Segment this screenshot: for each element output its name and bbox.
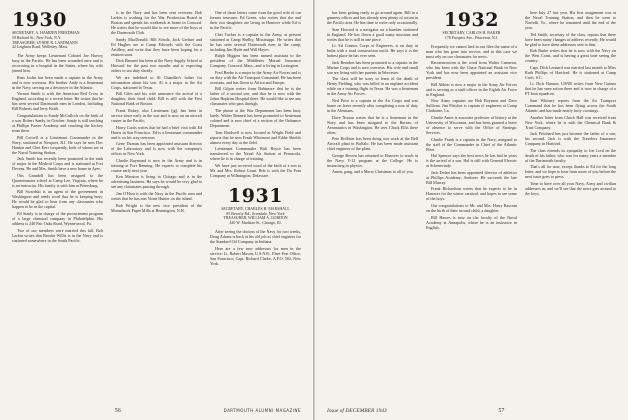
paragraph: After seeing the doctors of the Navy for two weeks, Doug Adams is back at his old job as chief engineer for the Standard Oil Company in Indiana. (210, 228, 301, 244)
paragraph: has been getting ready to go around again. Bill in a gunnery officer and has already seen plenty of action in the Pacific area. He has time to write only occasionally. (327, 10, 418, 25)
paragraph: Jack Smith has recently been promoted to the rank of major in the Medical Corps and is stationed at Fort Devens. He and Mrs. Smith have a new home in Ayer. (12, 156, 103, 172)
officer-line: 420 W. Madison St., Chicago, Ill. (229, 221, 282, 226)
paragraph: Bob Wright is the new vice president of the Monadnock Paper Mills at Bennington, N.H. (111, 202, 202, 213)
paragraph: Chet Tucker is a captain in the Army, at present stationed at Camp Shelby, Mississippi. He writes that he has seen several Dartmouth men in the camp, including Jim Hyde and Will Hayes. (210, 31, 301, 52)
paragraph: Our congratulations to Mr. and Mrs. Harry Bascom on the birth of their second child, a daughter. (426, 202, 517, 213)
paragraph: here July 27 last year. His first assignment was at the Naval Training Station, and then he went to Norfolk, Va., where he remained until the end of the year. (525, 10, 616, 30)
paragraph: Bill Giles and his wife announce the arrival of a daughter, their third child. Bill is still with the First National Bank of Boston. (111, 91, 202, 107)
paragraph: Frank Rokey, also Lieutenant (jg), has been in service since early in the war and is now on an aircraft carrier in the Pacific. (111, 107, 202, 123)
paragraph: Two of our members were married this fall. Bob Larkin writes that Brooke Willis is in the Navy and is stationed somewhere in the South Pacific. (12, 227, 103, 243)
officer-line: 42 Leighton Road, Wellesley, Mass. (12, 45, 69, 50)
right-page (314, 0, 628, 420)
paragraph: Charlie Frank is a captain in the Navy, assigned to the staff of the Commander in Chief of the Atlantic Fleet. (426, 136, 517, 152)
page-number: 57 (498, 408, 505, 414)
paragraph: Frequently we cannot find in our files the name of a man who has gone into service, and in this case we must rely on our classmates for news. (426, 43, 517, 59)
paragraph: Jim O'Hara is with the Navy in the Pacific area and writes that he has met Norm Hunter on the island. (111, 190, 202, 201)
paragraph: Sandy MacDonald, Bill Scholz, Jack Gerhart and Ed Hughes are at Camp Edwards with the Coast Artillery, and write that they have been hoping for a reunion soon. (111, 36, 202, 57)
officer-line: SECRETARY, A. HAMDEN FREEDMAN (12, 31, 80, 35)
officer-line: 59 Richard St., New York, N.Y. (12, 35, 62, 40)
column-text (210, 229, 301, 266)
paragraph: Fred Beebe is a major in the Army Air Forces and is on duty with the Air Transport Command. He has been overseas, and has flown to Africa and Europe. (210, 69, 301, 85)
paragraph: Bill Gilpin writes from Baltimore that he is the father of a second son, and that he is now with the Johns Hopkins Hospital there. He would like to see any classmates who pass through. (210, 86, 301, 107)
page-footer (327, 408, 616, 414)
paragraph: Frank Richardson writes that he expects to be in Hanover for the winter carnival, and hopes to see some of the boys. (426, 186, 517, 202)
column-text (210, 10, 301, 178)
paragraph: Hal Spencer says the best news he has had in years is the arrival of a son. Hal is still with General Electric at Schenectady. (426, 153, 517, 169)
column-text (12, 53, 103, 242)
paragraph: Bill Abbott is now a major in the Army Air Forces and is serving as a staff officer in the Eighth Air Force in England. (426, 81, 517, 97)
paragraph: Ken Marston is living in Chicago and is in the advertising business. He says he would be very glad to see any classmates passing through. (111, 174, 202, 190)
paragraph: Ralph Higgins has been named assistant to the president of the Middlesex Mutual Insurance Company, Concord, Mass., and is living in Lexington. (210, 53, 301, 69)
column-text (426, 44, 517, 230)
paragraph: Here are a few new addresses for men in the service: Lt. Robert Mason, U.S.N.R., Fleet Post Office, San Francisco; Capt. Richard Clarke, A.P.O. 502, New York. (210, 245, 301, 266)
paragraph: The class extends its sympathy to Joe Lord on the death of his father, who was for many years a member of the Dartmouth faculty. (525, 147, 616, 163)
paragraph: The phone at the War Department has been busy lately. Walter Bennett has been promoted to lieutenant colonel and is now chief of a section of the Ordnance Department. (210, 107, 301, 128)
paragraph: The class will be sorry to learn of the death of Henry Fielding, who was killed in an airplane accident while on a training flight in Texas. He was a lieutenant in the Army Air Forces. (327, 76, 418, 97)
paragraph: Tom Bardwell is now located at Wright Field and reports that he sees Frank Whitmore and Eddie Shields almost every day at the field. (210, 129, 301, 145)
paragraph: We have just received word of the birth of a son to Mr. and Mrs. Robert Grant. Bob is with the Du Pont Company at Wilmington, Delaware. (210, 162, 301, 178)
officer-line: TREASURER, WILLIAM A. GORDON (223, 216, 288, 221)
paragraph: Bill Hawes is now on the faculty of the Naval Academy at Annapolis, where he is an instructor in English. (426, 214, 517, 230)
paragraph: Vernon Smith is with the American Red Cross in England, according to a recent letter. He writes that he has seen several Dartmouth men in London, including Bill Roberts and Jerry Keith. (12, 91, 103, 112)
officer-line: SECRETARY, CARLOS H. BAKER (442, 31, 501, 35)
issue-date: Issue of DECEMBER 1943 (327, 408, 387, 414)
paragraph: Another letter from Chuck Hall was received from New York, where he is with the Chemical Bank & Trust Company. (525, 114, 616, 130)
paragraph: One of those letters came from the good wife of our former treasurer. Ed Green, who writes that she and their two daughters are living in Hanover while Ed is in the Pacific. (210, 10, 301, 30)
paragraph: Lt. Ed Connor, Corps of Engineers, is on duty in India with a road construction outfit. He says it is the hottest place he has ever seen. (327, 43, 418, 59)
paragraph: Time to have over all your Navy, Army and civilian addresses in, and we'll see that the news gets around to the boys. (525, 180, 616, 196)
paragraph: Russ Joslin has been made a captain in the Army and is now overseas. His brother Andy is a lieutenant in the Navy serving on a destroyer in the Atlantic. (12, 74, 103, 90)
class-year-heading: 1930 (12, 10, 67, 31)
paragraph: Dave Norton writes that he is a lieutenant in the Navy and has been assigned to the Bureau of Aeronautics in Washington. He sees Chuck Ellis there often. (327, 114, 418, 135)
column-text (111, 10, 202, 213)
paragraph: The Army keeps Lieutenant Colonel Joe Harvey busy in the Pacific. He has been wounded once and is recovering in a hospital in the States, where his wife joined him. (12, 53, 103, 74)
paragraph: Ned Price is a captain in the Air Corps and was home on leave recently after completing a tour of duty in the Aleutians. (327, 97, 418, 113)
paragraph: is in the Navy and has been sent overseas. Bob Larkin is working for the War Production Board in Boston and spends his weekends at home in Concord. He writes that he would like to see more of the boys at the Dartmouth Club. (111, 10, 202, 35)
paragraph: Reconstruction is the word from Walter Cameron, who has been with the Chase National Bank in New York and has now been appointed an assistant vice president. (426, 60, 517, 81)
paragraph: New Army captains are Bob Boynton and Dave Sullivan. Jim Fletcher is captain of engineers at Camp Claiborne, La. (426, 98, 517, 114)
column-5 (426, 10, 517, 405)
column-text (327, 10, 418, 168)
officer-line: TREASURER, LYNDE B. LANDMANN (12, 40, 78, 45)
paragraph: Jack Reardon has been promoted to a captain in the Marine Corps and is now overseas. His wife and small son are living with her parents in Worcester. (327, 59, 418, 75)
officer-line: 178 Prospect Ave., Princeton, N.J. (444, 35, 499, 40)
paragraph: That's all for now, except thanks to Ed for the long letter, and we hope to hear from more of you before the next issue goes to press. (525, 164, 616, 180)
column-2 (111, 10, 202, 405)
page-footer (12, 408, 301, 414)
class-year-heading: 1931 (228, 184, 283, 207)
paragraph: Ted Smith, secretary of the class, reports that there have been many changes of address recently. He would be glad to have these addresses sent to him. (525, 31, 616, 47)
paragraph: Charlie Ames is associate professor of history at the University of Wisconsin, and has been granted a leave of absence to serve with the Office of Strategic Services. (426, 114, 517, 135)
paragraph: Congratulations to Sandy McCulloch on the birth of a son, Robert Sandy, in October. Sandy is still teaching at Phillips Exeter Academy and coaching the hockey team there. (12, 112, 103, 133)
column-3 (210, 10, 301, 405)
class-officers (210, 207, 301, 226)
left-columns (12, 10, 301, 405)
page-number: 56 (114, 408, 121, 414)
paragraph: Jack Pritchard has just become the father of a son, his second. Jack is with the Travelers Insurance Company in Hartford. (525, 131, 616, 147)
paragraph: Jack Dolan has been appointed director of athletics at Phillips Academy, Andover. He succeeds the late Bill Murray. (426, 169, 517, 185)
paragraph: Ed Stanly is in charge of the procurement program of a large chemical company in Philadelphia. His address is 240 Fair Oaks Road, Wynnewood, Pa. (12, 210, 103, 226)
right-columns (327, 10, 616, 405)
paragraph: Sam Whitney reports from the Air Transport Command that he has been flying across the South Atlantic and has made nearly forty crossings. (525, 97, 616, 113)
closing-line: Amen, gang, and a Merry Christmas to all of you. (332, 169, 414, 175)
paragraph: Capt. Dick Leonard was married last month to Miss Ruth Phillips of Hartford. He is stationed at Camp Croft, S.C. (525, 64, 616, 80)
column-6 (525, 10, 616, 405)
class-officers (426, 31, 517, 41)
officer-line: SECRETARY, CHARLES H. MARSHALL (221, 206, 290, 211)
paragraph: Charlie Raymond is now in the Army and is in training at Fort Benning. He expects to complete his course early next year. (111, 157, 202, 173)
magazine-title: DARTMOUTH ALUMNI MAGAZINE (223, 408, 301, 413)
paragraph: Bob Burke writes that he is now with the Navy on the West Coast, and is having a great time seeing the country. (525, 48, 616, 64)
paragraph: We are indebted to Al Chandler's father for information about his son. Al is a major in the Air Corps, stationed in Texas. (111, 74, 202, 90)
paragraph: Harry Curtis writes that he had a brief visit with Ed Harris in San Francisco. Ed is a lieutenant commander and is on his way overseas. (111, 124, 202, 140)
class-officers (12, 31, 103, 50)
class-section-1931 (210, 186, 301, 226)
paragraph: Gene Thomas has been appointed assistant director of the Laboratory and is now with the company's offices in New York. (111, 141, 202, 157)
column-1 (12, 10, 103, 405)
paragraph: Bill Cottrell is a Lieutenant Commander in the Navy, stationed at Newport, R.I. He says he sees Doc Hanlon and Chet Kerr frequently, both of whom are at the Naval Training Station. (12, 134, 103, 155)
column-text (525, 10, 616, 196)
paragraph: Lieutenant Commander Walt Boyce has been transferred to the Naval Air Station at Pensacola, where he is in charge of training. (210, 146, 301, 162)
column-4 (327, 10, 418, 405)
paragraph: Stan Howard is a navigator on a bomber stationed in England. He has flown a good many missions and writes that he is still in one piece. (327, 26, 418, 42)
paragraph: Pete Hollister has been doing war work at the Bell Aircraft plant in Buffalo. He has been made assistant chief engineer of the plant. (327, 136, 418, 152)
paragraph: George Bowen has returned to Hanover to teach in the Navy V-12 program at the College. He is instructing in physics. (327, 152, 418, 168)
paragraph: Dick Bennett has been at the Navy Supply School at Harvard for the past two months and is expecting orders to sea duty shortly. (111, 58, 202, 74)
class-year-heading: 1932 (444, 10, 499, 31)
paragraph: Lt. Dick Hanson, USNR writes from New Guinea that he has seen action there and is now in charge of a PT boat squadron. (525, 81, 616, 97)
officer-line: 85 Beverly Rd., Scarsdale, New York (226, 211, 285, 216)
paragraph: Bill Swardski is an agent of the government in Washington and sends word that he is keeping busy. He would be glad to hear from any classmates who happen to be in the capital. (12, 189, 103, 210)
paragraph: Otis Grundell has been assigned to the Quartermaster school at Camp Lee, Virginia, where he is an instructor. His family is with him at Petersburg. (12, 172, 103, 188)
